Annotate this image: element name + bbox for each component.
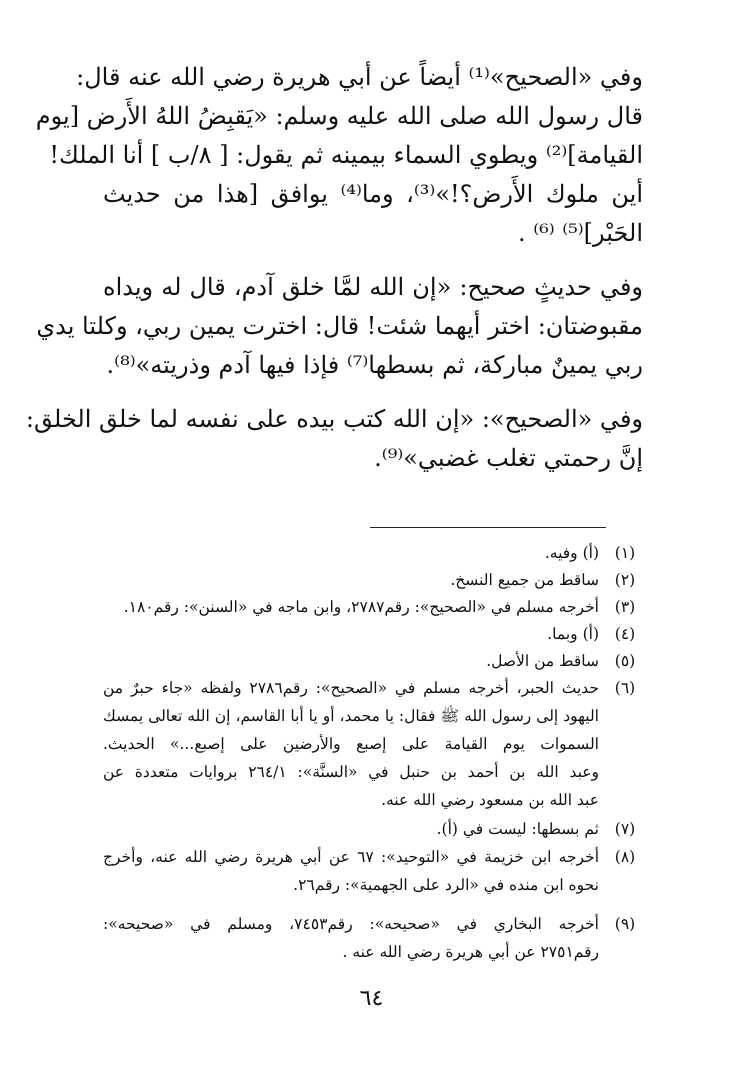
paragraph-1-line-1: وفي «الصحيح»⁽¹⁾ أيضاً عن أبي هريرة رضي الله عنه قال: xyxy=(76,63,643,91)
footnote-number: (٨) xyxy=(614,848,636,866)
footnote-number: (١) xyxy=(614,544,636,562)
footnote-6-line-2 xyxy=(103,703,643,729)
footnote-text: ساقط من الأصل. xyxy=(486,652,599,670)
footnote-2 xyxy=(103,567,643,593)
footnote-7 xyxy=(103,816,643,842)
footnote-6-line-5 xyxy=(103,787,643,813)
footnote-number: (٢) xyxy=(614,571,636,589)
footnote-text: رقم٢٧٥١ عن أبي هريرة رضي الله عنه . xyxy=(342,943,599,961)
footnote-text: وعبد الله بن أحمد بن حنبل في «السنَّة»: ٢٦٤/١ بروايات متعددة عن xyxy=(103,763,599,781)
paragraph-1-line-4: أين ملوك الأَرض؟!»⁽³⁾، وما⁽⁴⁾ يوافق [هذا من حديث xyxy=(103,180,644,208)
page-number: ٦٤ xyxy=(359,986,384,1011)
footnote-number: (٥) xyxy=(614,652,636,670)
footnote-8 xyxy=(103,844,643,870)
footnote-text: نحوه ابن منده في «الرد على الجهمية»: رقم٢٦. xyxy=(293,876,599,894)
footnote-5 xyxy=(103,648,643,674)
footnote-9-line-2 xyxy=(103,939,643,965)
footnote-text: اليهود إلى رسول الله ﷺ فقال: يا محمد، أو يا أبا القاسم، إن الله تعالى يمسك xyxy=(103,707,599,725)
footnote-text: ساقط من جميع النسخ. xyxy=(450,571,599,589)
footnote-4 xyxy=(103,621,643,647)
paragraph-2-line-1: وفي حديثٍ صحيح: «إن الله لمَّا خلق آدم، قال له ويداه xyxy=(103,273,644,301)
footnote-3 xyxy=(103,594,643,620)
paragraph-3-line-2: إنَّ رحمتي تغلب غضبي»⁽⁹⁾. xyxy=(374,444,643,472)
paragraph-3-line-1: وفي «الصحيح»: «إن الله كتب بيده على نفسه لما خلق الخلق: xyxy=(25,405,643,433)
paragraph-1-line-5: الحَبْر]⁽⁵⁾ ⁽⁶⁾ . xyxy=(517,219,643,247)
footnote-separator xyxy=(370,527,606,528)
footnote-text: السموات يوم القيامة على إصبع والأرضين على إصبع...» الحديث. xyxy=(103,735,599,753)
footnote-number: (٤) xyxy=(614,625,636,643)
paragraph-2-line-2: مقبوضتان: اختر أيهما شئت! قال: اخترت يمين ربي، وكلتا يدي xyxy=(36,312,643,340)
footnote-1 xyxy=(103,540,643,566)
footnote-text: أخرجه مسلم في «الصحيح»: رقم٢٧٨٧، وابن ماجه في «السنن»: رقم١٨٠. xyxy=(123,598,599,616)
footnote-number: (٩) xyxy=(614,915,636,933)
footnote-number: (٣) xyxy=(614,598,636,616)
footnote-text: ثم بسطها: ليست في (أ). xyxy=(436,820,599,838)
paragraph-1-line-2: قال رسول الله صلى الله عليه وسلم: «يَقبِضُ اللهُ الأَرض [يوم xyxy=(35,102,643,130)
footnote-6-line-3 xyxy=(103,731,643,757)
paragraph-2-line-3: ربي يمينٌ مباركة، ثم بسطها⁽⁷⁾ فإذا فيها آدم وذريته»⁽⁸⁾. xyxy=(106,351,643,379)
footnote-text: (أ) وبما. xyxy=(547,625,599,643)
paragraph-1-line-3: القيامة]⁽²⁾ ويطوي السماء بيمينه ثم يقول: [ ٨/ب ] أنا الملك! xyxy=(49,141,643,169)
footnote-text: حديث الحبر، أخرجه مسلم في «الصحيح»: رقم٢٧٨٦ ولفظه «جاء حبرٌ من xyxy=(103,679,599,697)
footnote-text: أخرجه البخاري في «صحيحه»: رقم٧٤٥٣، ومسلم في «صحيحه»: xyxy=(103,915,599,933)
footnote-8-line-2 xyxy=(103,872,643,898)
footnote-number: (٧) xyxy=(614,820,636,838)
footnote-9 xyxy=(103,911,643,937)
footnote-text: عبد الله بن مسعود رضي الله عنه. xyxy=(381,791,599,809)
footnote-number: (٦) xyxy=(614,679,636,697)
footnote-6 xyxy=(103,675,643,701)
footnote-text: (أ) وفيه. xyxy=(544,544,599,562)
footnote-6-line-4 xyxy=(103,759,643,785)
footnote-text: أخرجه ابن خزيمة في «التوحيد»: ٦٧ عن أبي هريرة رضي الله عنه، وأخرج xyxy=(103,848,599,866)
